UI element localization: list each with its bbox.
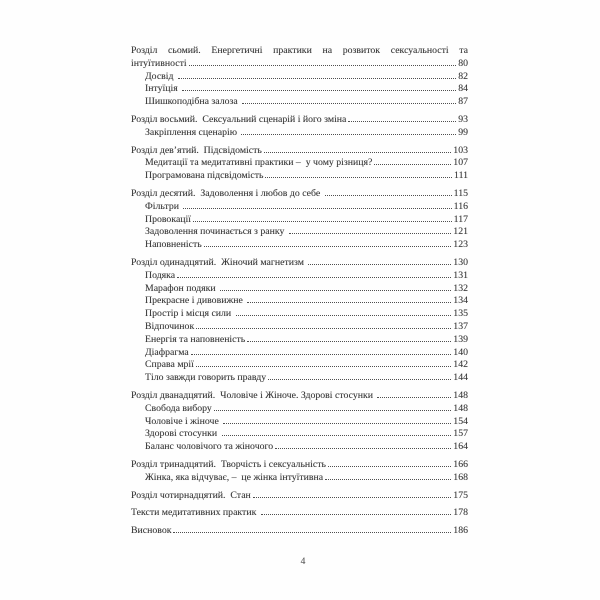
toc-entry: [131, 507, 468, 520]
toc-section: [131, 525, 468, 538]
toc-entry-page: 166: [453, 458, 468, 470]
toc-entry-title: Енергія та наповненість: [145, 333, 246, 345]
toc-entry: [131, 295, 468, 308]
toc-entry: [131, 114, 468, 127]
toc-leader-dots: [325, 195, 452, 196]
toc-section: [131, 114, 468, 140]
toc-entry-title: інтуїтивності: [131, 57, 187, 69]
toc-entry-title: Жінка, яка відчуває, – це жінка інтуїтивна: [145, 471, 324, 483]
toc-entry: [131, 226, 468, 239]
toc-entry-title: Закріплення сценарію: [145, 126, 240, 138]
toc-entry-title: Шишкоподібна залоза: [145, 96, 241, 108]
toc-entry-title: Розділ чотирнадцятий. Стан: [131, 489, 251, 501]
toc-entry: [131, 308, 468, 321]
toc-entry-page: 117: [453, 213, 468, 225]
toc-entry-title: Чоловіче і жіноче: [145, 415, 222, 427]
toc-entry: [131, 403, 468, 416]
toc-section: [131, 507, 468, 520]
toc-entry: [131, 58, 468, 71]
toc-leader-dots: [178, 78, 456, 79]
toc-entry-title: Свобода вибору: [145, 402, 212, 414]
toc-leader-dots: [222, 435, 452, 436]
toc-section: [131, 145, 468, 183]
toc-leader-dots: [182, 90, 456, 91]
toc-entry-title: Медитації та медитативні практики – у чому різниця?: [145, 157, 373, 169]
toc-entry-title: Тексти медитативних практик: [131, 507, 259, 519]
toc-entry: [131, 459, 468, 472]
toc-entry-title: Провокації: [145, 213, 191, 225]
toc-entry-title: Розділ дев’ятий. Підсвідомість: [131, 144, 262, 156]
toc-entry: [131, 428, 468, 441]
toc-entry: [131, 321, 468, 334]
toc-entry-page: 164: [453, 441, 468, 453]
toc-entry: [131, 188, 468, 201]
toc-entry: [131, 347, 468, 360]
toc-entry-title: Розділ восьмий. Сексуальний сценарій і його зміна: [131, 113, 347, 125]
toc-entry: [131, 283, 468, 296]
toc-entry: [131, 270, 468, 283]
toc-leader-dots: [204, 246, 452, 247]
toc-entry-page: 140: [453, 346, 468, 358]
toc-section: [131, 257, 468, 385]
toc-leader-dots: [289, 233, 451, 234]
toc-entry-page: 157: [453, 428, 468, 440]
toc-entry-title: Фільтри: [145, 200, 182, 212]
toc-leader-dots: [173, 532, 451, 533]
toc-entry-page: 131: [453, 269, 468, 281]
toc-entry-page: 123: [453, 239, 468, 251]
toc-entry: [131, 145, 468, 158]
toc-entry-page: 142: [453, 359, 468, 371]
toc-section: [131, 459, 468, 485]
toc-leader-dots: [196, 366, 451, 367]
toc-leader-dots: [177, 277, 451, 278]
toc-leader-dots: [377, 397, 451, 398]
toc-entry-page: 186: [453, 525, 468, 537]
toc-entry-page: 82: [458, 70, 468, 82]
toc-entry-title: Висновок: [131, 525, 172, 537]
toc-entry-page: 168: [453, 471, 468, 483]
toc-entry-title: Досвід: [145, 70, 176, 82]
toc-entry: [131, 127, 468, 140]
toc-leader-dots: [374, 164, 451, 165]
toc-leader-dots: [253, 497, 452, 498]
toc-entry-page: 135: [453, 308, 468, 320]
toc-entry-title: Задоволення починається з ранку: [145, 226, 287, 238]
toc-entry-title: Відпочинок: [145, 320, 195, 332]
toc-entry-page: 103: [453, 144, 468, 156]
toc-leader-dots: [214, 410, 452, 411]
toc-entry-page: 121: [453, 226, 468, 238]
toc-entry: [131, 257, 468, 270]
toc-entry: [131, 170, 468, 183]
toc-leader-dots: [183, 208, 451, 209]
toc-entry: [131, 83, 468, 96]
toc-entry-page: 84: [458, 83, 468, 95]
toc-entry-title: Марафон подяки: [145, 282, 219, 294]
toc-entry: [131, 334, 468, 347]
toc-entry-page: 148: [453, 389, 468, 401]
table-of-contents: [131, 45, 468, 538]
toc-leader-dots: [275, 448, 451, 449]
toc-entry-page: 148: [453, 402, 468, 414]
toc-entry-page: 116: [453, 200, 468, 212]
toc-entry: [131, 214, 468, 227]
toc-entry: [131, 359, 468, 372]
toc-leader-dots: [196, 328, 451, 329]
toc-entry-title: Програмована підсвідомість: [145, 170, 264, 182]
toc-entry-title: Тіло завжди говорить правду: [145, 372, 267, 384]
toc-leader-dots: [191, 354, 452, 355]
toc-entry-title: Прекрасне і дивовижне: [145, 295, 246, 307]
toc-entry: [131, 441, 468, 454]
toc-entry-title: Баланс чоловічого та жіночого: [145, 441, 274, 453]
toc-leader-dots: [241, 134, 456, 135]
toc-leader-dots: [348, 121, 456, 122]
toc-leader-dots: [264, 152, 451, 153]
toc-leader-dots: [261, 514, 452, 515]
toc-entry-page: 80: [458, 57, 468, 69]
toc-leader-dots: [223, 423, 451, 424]
toc-entry-page: 130: [453, 256, 468, 268]
toc-entry-page: 87: [458, 96, 468, 108]
toc-entry-page: 154: [453, 415, 468, 427]
toc-section: [131, 45, 468, 109]
toc-entry: [131, 525, 468, 538]
toc-entry-page: 99: [458, 126, 468, 138]
toc-entry: [131, 490, 468, 503]
toc-entry-page: 132: [453, 282, 468, 294]
toc-entry-page: 134: [453, 295, 468, 307]
toc-entry: [131, 390, 468, 403]
toc-entry-title: Розділ дванадцятий. Чоловіче і Жіноче. Здорові стосунки: [131, 389, 376, 401]
toc-leader-dots: [242, 103, 456, 104]
toc-entry-title: Інтуїція: [145, 83, 181, 95]
toc-section: [131, 188, 468, 252]
toc-entry: [131, 96, 468, 109]
toc-entry-title: Простір і місця сили: [145, 308, 234, 320]
toc-entry-title: Подяка: [145, 269, 176, 281]
toc-entry: [131, 472, 468, 485]
toc-entry-page: 175: [453, 489, 468, 501]
toc-leader-dots: [193, 221, 452, 222]
toc-entry: [131, 201, 468, 214]
toc-section: [131, 390, 468, 454]
toc-section: [131, 490, 468, 503]
toc-entry-title: Наповненість: [145, 239, 202, 251]
toc-entry-title: Розділ тринадцятий. Творчість і сексуальність: [131, 458, 326, 470]
toc-entry-page: 144: [453, 372, 468, 384]
toc-entry-page: 139: [453, 333, 468, 345]
toc-entry-page: 115: [453, 187, 468, 199]
toc-entry-page: 137: [453, 320, 468, 332]
toc-entry-page: 93: [458, 113, 468, 125]
toc-entry-title: Розділ десятий. Задоволення і любов до себе: [131, 187, 323, 199]
toc-entry-page: 178: [453, 507, 468, 519]
toc-leader-dots: [265, 177, 452, 178]
toc-entry-title: Справа мрії: [145, 359, 194, 371]
toc-entry-page: 111: [454, 170, 468, 182]
toc-leader-dots: [325, 479, 451, 480]
toc-entry-title: Здорові стосунки: [145, 428, 220, 440]
toc-leader-dots: [308, 264, 451, 265]
toc-entry: [131, 239, 468, 252]
toc-leader-dots: [189, 65, 457, 66]
toc-entry: [131, 71, 468, 84]
toc-leader-dots: [236, 315, 452, 316]
toc-leader-dots: [268, 379, 451, 380]
toc-leader-dots: [247, 341, 451, 342]
toc-entry-title: Розділ одинадцятий. Жіночий магнетизм: [131, 256, 307, 268]
toc-leader-dots: [220, 290, 451, 291]
toc-entry: [131, 157, 468, 170]
toc-entry: [131, 416, 468, 429]
toc-entry-wrapped-line: Розділ сьомий. Енергетичні практики на розвиток сексуальності та: [131, 45, 468, 56]
toc-entry-page: 107: [453, 157, 468, 169]
page-number: 4: [300, 557, 306, 567]
toc-entry-title: Діафрагма: [145, 346, 189, 358]
toc-entry: [131, 372, 468, 385]
toc-leader-dots: [328, 466, 451, 467]
toc-leader-dots: [247, 302, 451, 303]
